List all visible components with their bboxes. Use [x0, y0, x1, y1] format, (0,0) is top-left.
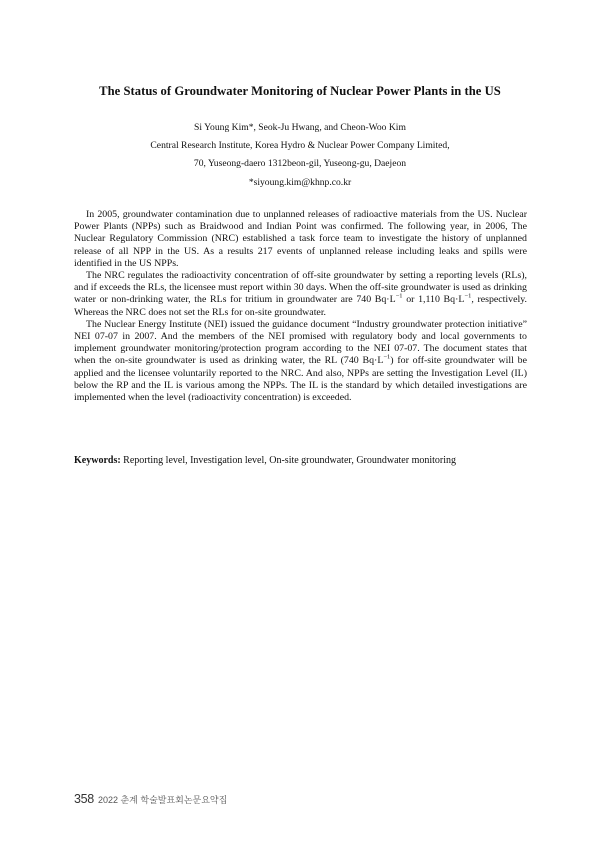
- proceedings-title: 2022 춘계 학술발표회논문요약집: [97, 795, 228, 805]
- author-list: Si Young Kim*, Seok-Ju Hwang, and Cheon-Woo Kim: [194, 122, 406, 133]
- affiliation-line-1: Central Research Institute, Korea Hydro & Nuclear Power Company Limited,: [150, 140, 450, 151]
- abstract-paragraph-2: [74, 270, 527, 319]
- abstract-p2-text-a: The NRC regulates the radioactivity concentration of off-site groundwater by setting a reporting levels (RLs), and if exceeds the RLs, the licensee must report within 30 days. When the off-site groundwater is used as drinking water or non-drinking water, the RLs for tritium in groundwater are 740 Bq·L: [74, 270, 527, 306]
- unit-exponent: −1: [383, 354, 391, 362]
- unit-exponent: −1: [395, 293, 403, 301]
- keywords-label: Keywords:: [74, 455, 121, 466]
- unit-exponent: −1: [464, 293, 472, 301]
- keywords-text: Reporting level, Investigation level, On-site groundwater, Groundwater monitoring: [120, 455, 457, 466]
- page-number: 358: [74, 792, 94, 806]
- abstract-body: [74, 209, 527, 404]
- keywords-line: [74, 454, 534, 467]
- abstract-p2-text-b: or 1,110 Bq·L: [402, 294, 465, 306]
- page-footer: [74, 790, 227, 808]
- corresponding-email: *siyoung.kim@khnp.co.kr: [248, 177, 352, 188]
- abstract-paragraph-3: [74, 319, 527, 404]
- abstract-p3-text-b: ) for off-site groundwater will be applied and the licensee voluntarily reported to the NRC. And also, NPPs are setting the Investigation Level (IL) below the RP and the IL is various among the NPPs. The IL is the standard by which detailed investigations are implemented when the level (radioactivity concentration) is exceeded.: [74, 355, 527, 404]
- abstract-paragraph-1: In 2005, groundwater contamination due to unplanned releases of radioactive materials from the US. Nuclear Power Plants (NPPs) such as Braidwood and Indian Point was confirmed. The following year, in 2006, The Nuclear Regulatory Commission (NRC) established a task force team to investigate the history of unplanned release of all NPP in the US. As a results 217 events of unplanned release including leaks and spills were identified in the US NPPs.: [74, 209, 527, 269]
- affiliation-line-2: 70, Yuseong-daero 1312beon-gil, Yuseong-gu, Daejeon: [193, 158, 407, 169]
- abstract-p3-text-a: The Nuclear Energy Institute (NEI) issued the guidance document “Industry groundwater protection initiative” NEI 07-07 in 2007. And the members of the NEI promised with regulatory body and local governments to implement groundwater monitoring/protection program according to the NEI 07-07. The document states that when the on-site groundwater is used as drinking water, the RL (740 Bq·L: [74, 318, 527, 367]
- paper-title: The Status of Groundwater Monitoring of Nuclear Power Plants in the US: [99, 84, 501, 98]
- abstract-p2-text-c: , respectively. Whereas the NRC does not set the RLs for on-site groundwater.: [74, 294, 527, 318]
